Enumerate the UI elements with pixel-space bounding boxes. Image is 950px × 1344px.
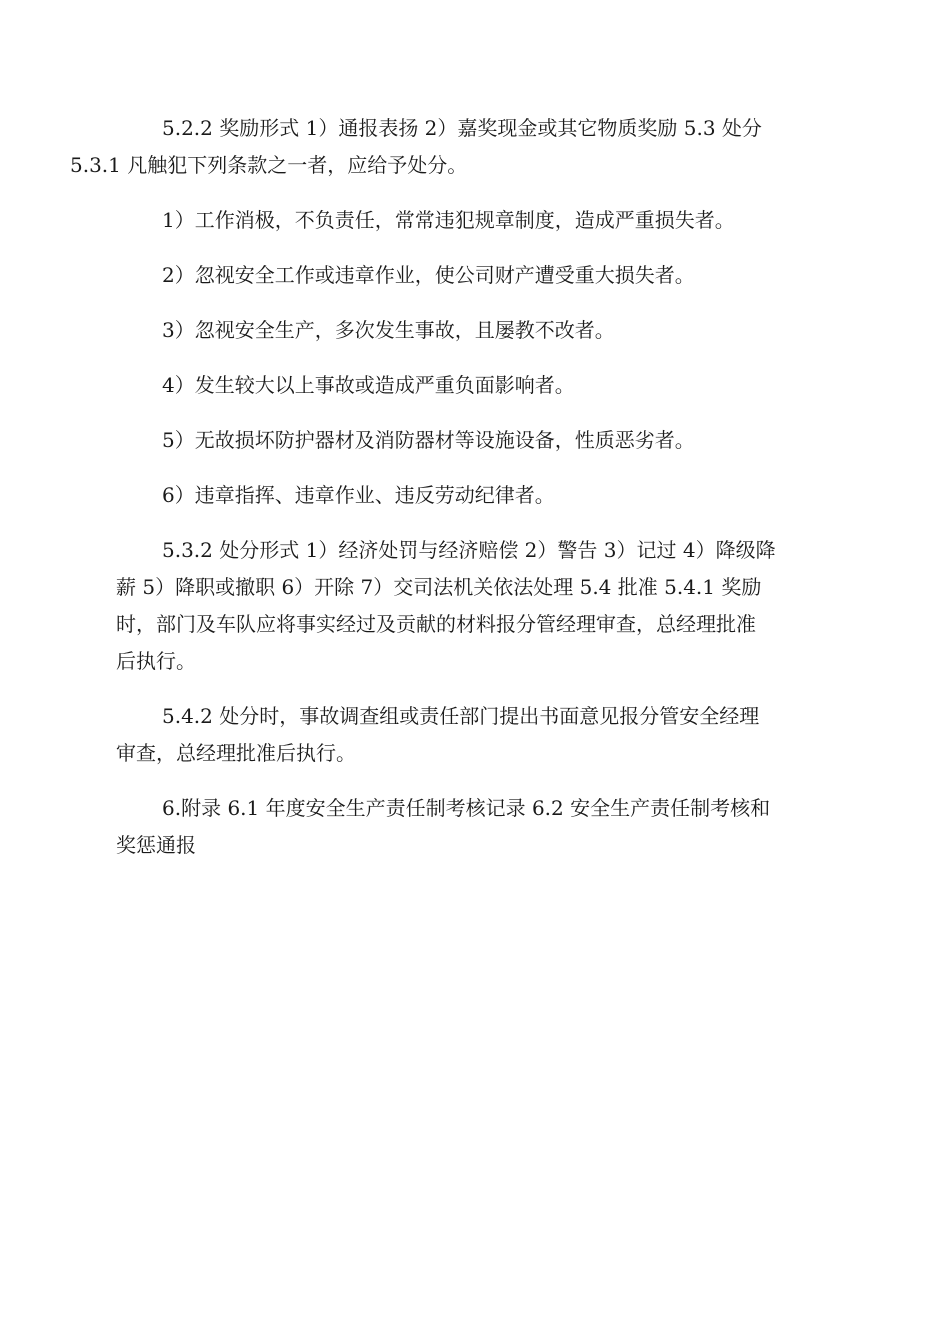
text-line: 5.4.2 处分时，事故调查组或责任部门提出书面意见报分管安全经理 [162,704,760,728]
paragraph-reward-form [70,110,832,184]
text-line: 5.2.2 奖励形式 1）通报表扬 2）嘉奖现金或其它物质奖励 5.3 处分 [162,116,762,140]
list-item-4 [116,367,832,404]
paragraph-penalty-form [116,532,832,680]
text-line: 6）违章指挥、违章作业、违反劳动纪律者。 [162,483,555,507]
text-line: 时，部门及车队应将事实经过及贡献的材料报分管经理审查，总经理批准 [116,612,756,636]
text-line: 6.附录 6.1 年度安全生产责任制考核记录 6.2 安全生产责任制考核和 [162,796,771,820]
document-body [70,110,832,882]
text-line: 5）无故损坏防护器材及消防器材等设施设备，性质恶劣者。 [162,428,695,452]
list-item-5 [116,422,832,459]
text-line: 3）忽视安全生产，多次发生事故，且屡教不改者。 [162,318,615,342]
text-line: 5.3.1 凡触犯下列条款之一者，应给予处分。 [70,153,468,177]
list-item-3 [116,312,832,349]
list-item-6 [116,477,832,514]
text-line: 1）工作消极，不负责任，常常违犯规章制度，造成严重损失者。 [162,208,735,232]
text-line: 奖惩通报 [116,833,196,857]
paragraph-penalty-approval [116,698,832,772]
text-line: 后执行。 [116,649,196,673]
list-item-2 [116,257,832,294]
text-line: 2）忽视安全工作或违章作业，使公司财产遭受重大损失者。 [162,263,695,287]
list-item-1 [116,202,832,239]
paragraph-appendix [116,790,832,864]
text-line: 审查，总经理批准后执行。 [116,741,356,765]
text-line: 薪 5）降职或撤职 6）开除 7）交司法机关依法处理 5.4 批准 5.4.1 奖励 [116,575,762,599]
text-line: 5.3.2 处分形式 1）经济处罚与经济赔偿 2）警告 3）记过 4）降级降 [162,538,776,562]
text-line: 4）发生较大以上事故或造成严重负面影响者。 [162,373,575,397]
